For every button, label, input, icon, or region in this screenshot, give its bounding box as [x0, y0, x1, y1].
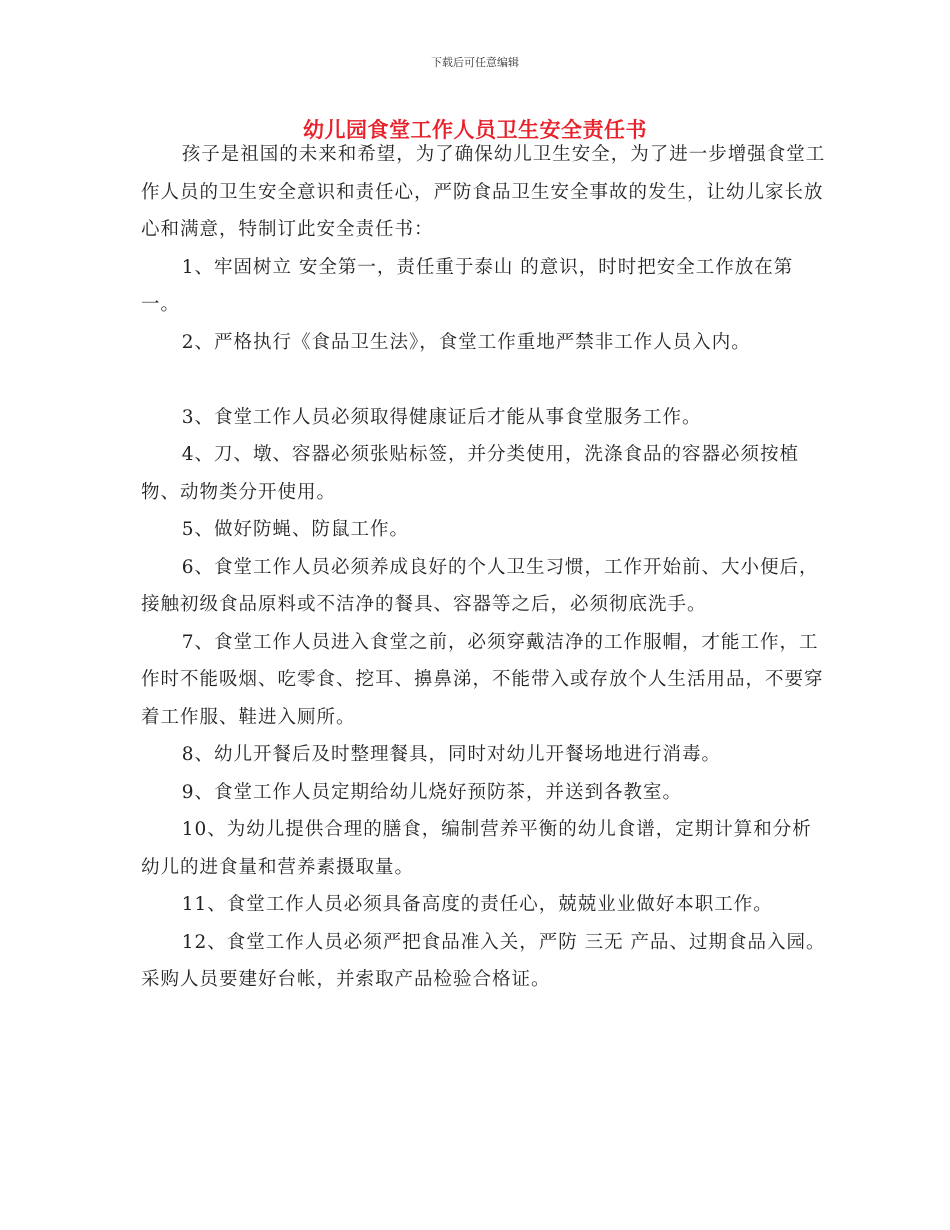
rule-item-11: 11、食堂工作人员必须具备高度的责任心，兢兢业业做好本职工作。	[181, 894, 773, 915]
rule-item-5: 5、做好防蝇、防鼠工作。	[181, 519, 409, 540]
rule-item-7: 7、食堂工作人员进入食堂之前，必须穿戴洁净的工作服帽，才能工作，工作时不能吸烟、吃零食、挖耳、擤鼻涕，不能带入或存放个人生活用品，不要穿着工作服、鞋进入厕所。	[141, 631, 824, 728]
rule-item-9: 9、食堂工作人员定期给幼儿烧好预防茶，并送到各教室。	[181, 781, 682, 803]
rule-item-4: 4、刀、墩、容器必须张贴标签，并分类使用，洗涤食品的容器必须按植物、动物类分开使用。	[141, 444, 799, 503]
rule-item-2: 2、严格执行《食品卫生法》，食堂工作重地严禁非工作人员入内。	[181, 331, 751, 353]
rule-item-8: 8、幼儿开餐后及时整理餐具，同时对幼儿开餐场地进行消毒。	[181, 744, 721, 765]
header-note: 下载后可任意编辑	[431, 56, 519, 69]
rule-item-1: 1、牢固树立 安全第一，责任重于泰山 的意识，时时把安全工作放在第一。	[141, 256, 794, 315]
intro-paragraph: 孩子是祖国的未来和希望，为了确保幼儿卫生安全，为了进一步增强食堂工作人员的卫生安全意识和责任心，严防食品卫生安全事故的发生，让幼儿家长放心和满意，特制订此安全责任书：	[141, 144, 826, 240]
rule-item-12: 12、食堂工作人员必须严把食品准入关，严防 三无 产品、过期食品入园。采购人员要建好台帐，并索取产品检验合格证。	[141, 931, 826, 990]
rule-item-10: 10、为幼儿提供合理的膳食，编制营养平衡的幼儿食谱，定期计算和分析幼儿的进食量和营养素摄取量。	[141, 819, 812, 878]
blank-line	[141, 361, 831, 399]
rule-item-6: 6、食堂工作人员必须养成良好的个人卫生习惯，工作开始前、大小便后，接触初级食品原料或不洁净的餐具、容器等之后，必须彻底洗手。	[141, 556, 819, 615]
rule-item-3: 3、食堂工作人员必须取得健康证后才能从事食堂服务工作。	[181, 406, 702, 428]
document-body	[141, 136, 831, 999]
document-title: 幼儿园食堂工作人员卫生安全责任书	[303, 118, 647, 142]
